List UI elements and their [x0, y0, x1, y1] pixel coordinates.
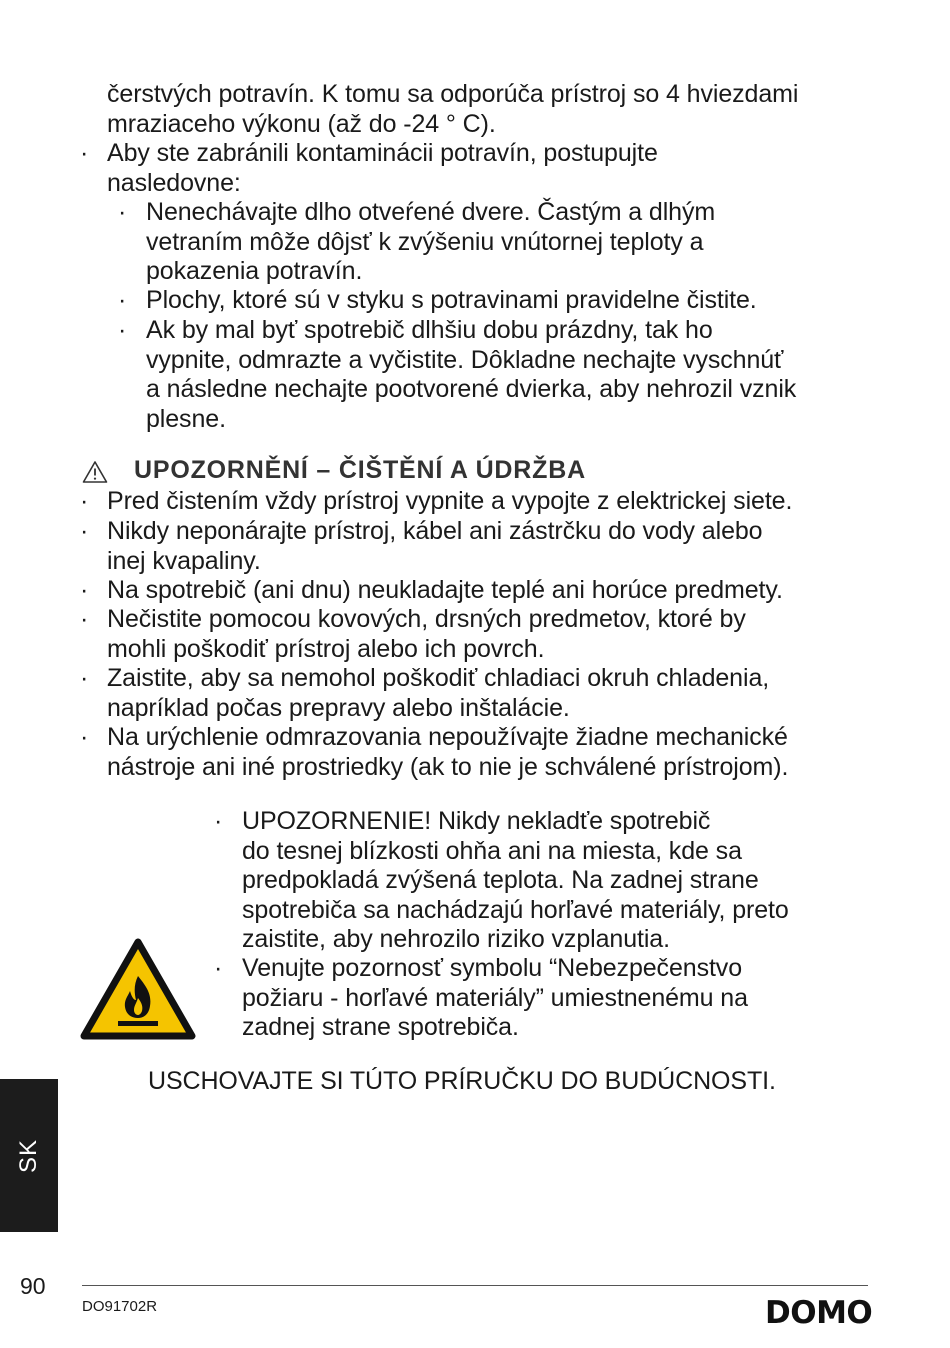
text-line: Ak by mal byť spotrebič dlhšiu dobu prázdny, tak ho: [146, 316, 713, 344]
text-line: Nikdy neponárajte prístroj, kábel ani zástrčku do vody alebo: [107, 517, 763, 545]
text-line: zaistite, aby nehrozilo riziko vzplanutia.: [242, 925, 670, 953]
bullet: ·: [80, 139, 89, 167]
bullet: ·: [118, 198, 127, 226]
text-line: plesne.: [146, 404, 226, 433]
text-line: Plochy, ktoré sú v styku s potravinami pravidelne čistite.: [146, 286, 757, 314]
bullet: ·: [80, 723, 89, 751]
flammable-warning-icon: [80, 938, 196, 1040]
continuation-paragraph: [107, 80, 798, 139]
text-line: Na spotrebič (ani dnu) neukladajte teplé ani horúce predmety.: [107, 576, 783, 604]
text-line: Nečistite pomocou kovových, drsných predmetov, ktoré by: [107, 605, 746, 633]
language-code: SK: [15, 1138, 42, 1174]
text-line: nástroje ani iné prostriedky (ak to nie je schválené prístrojom).: [107, 752, 789, 781]
text-line: mraziaceho výkonu (až do -24 ° C).: [107, 109, 496, 138]
text-line: zadnej strane spotrebiča.: [242, 1013, 519, 1041]
bullet: ·: [118, 316, 127, 344]
text-line: Nenechávajte dlho otveŕené dvere. Častým a dlhým: [146, 198, 716, 226]
text-line: a následne nechajte pootvorené dvierka, aby nehrozil vznik: [146, 375, 797, 403]
bullet: ·: [80, 664, 89, 692]
text-line: vetraním môže dôjsť k zvýšeniu vnútornej teploty a: [146, 227, 704, 256]
text-line: pokazenia potravín.: [146, 257, 363, 285]
bullet: ·: [214, 807, 223, 835]
language-tab: [0, 1079, 58, 1232]
brand-logo: DOMO: [765, 1295, 873, 1331]
bullet: ·: [80, 517, 89, 545]
model-number: DO91702R: [82, 1298, 158, 1315]
text-line: UPOZORNENIE! Nikdy nekladťe spotrebič: [242, 807, 711, 835]
text-line: čerstvých potravín. K tomu sa odporúča prístroj so 4 hviezdami: [107, 80, 799, 108]
text-line: Zaistite, aby sa nemohol poškodiť chladiaci okruh chladenia,: [107, 664, 770, 692]
page-number: 90: [20, 1273, 46, 1299]
bullet: ·: [80, 487, 89, 515]
text-line: Aby ste zabránili kontaminácii potravín, postupujte: [107, 139, 658, 167]
text-line: inej kvapaliny.: [107, 546, 261, 575]
bullet: ·: [80, 605, 89, 633]
text-line: napríklad počas prepravy alebo inštalácie.: [107, 693, 570, 722]
closing-notice: USCHOVAJTE SI TÚTO PRÍRUČKU DO BUDÚCNOSTI.: [148, 1067, 776, 1095]
heading-text: UPOZORNĚNÍ – ČIŠTĚNÍ A ÚDRŽBA: [134, 456, 586, 484]
text-line: Na urýchlenie odmrazovania nepoužívajte žiadne mechanické: [107, 723, 788, 751]
bullet: ·: [118, 286, 127, 314]
text-line: spotrebiča sa nachádzajú horľavé materiály, preto: [242, 895, 789, 924]
text-line: požiaru - horľavé materiály” umiestnenému na: [242, 983, 748, 1012]
footer-divider: [82, 1285, 868, 1286]
text-line: mohli poškodiť prístroj alebo ich povrch.: [107, 634, 545, 663]
bullet: ·: [214, 954, 223, 982]
text-line: do tesnej blízkosti ohňa ani na miesta, kde sa: [242, 836, 742, 865]
bullet: ·: [80, 576, 89, 604]
text-line: Venujte pozornosť symbolu “Nebezpečenstvo: [242, 954, 743, 982]
text-line: predpokladá zvýšená teplota. Na zadnej strane: [242, 866, 759, 894]
text-line: Pred čistením vždy prístroj vypnite a vypojte z elektrickej siete.: [107, 487, 793, 515]
text-line: vypnite, odmrazte a vyčistite. Dôkladne nechajte vyschnúť: [146, 345, 784, 374]
text-line: nasledovne:: [107, 168, 241, 197]
warning-triangle-icon: [82, 460, 108, 484]
